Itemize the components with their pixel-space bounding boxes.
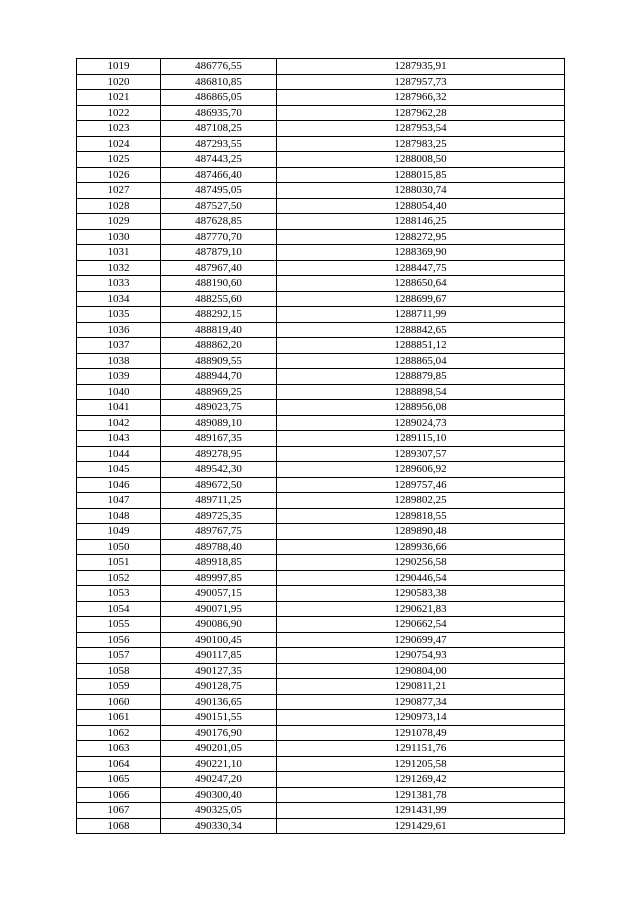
table-row: [77, 508, 565, 524]
y-coordinate-cell: 1287983,25: [277, 136, 565, 152]
x-coordinate-cell: 488969,25: [161, 384, 277, 400]
table-row: [77, 74, 565, 90]
coordinates-table: [76, 58, 565, 834]
x-coordinate-cell: 488190,60: [161, 276, 277, 292]
table-row: [77, 493, 565, 509]
point-number-cell: 1038: [77, 353, 161, 369]
point-number-cell: 1039: [77, 369, 161, 385]
table-row: [77, 601, 565, 617]
table-row: [77, 307, 565, 323]
point-number-cell: 1060: [77, 694, 161, 710]
point-number-cell: 1050: [77, 539, 161, 555]
table-row: [77, 59, 565, 75]
y-coordinate-cell: 1288008,50: [277, 152, 565, 168]
point-number-cell: 1061: [77, 710, 161, 726]
table-row: [77, 291, 565, 307]
y-coordinate-cell: 1291381,78: [277, 787, 565, 803]
x-coordinate-cell: 487770,70: [161, 229, 277, 245]
point-number-cell: 1031: [77, 245, 161, 261]
point-number-cell: 1033: [77, 276, 161, 292]
point-number-cell: 1030: [77, 229, 161, 245]
y-coordinate-cell: 1287935,91: [277, 59, 565, 75]
y-coordinate-cell: 1290973,14: [277, 710, 565, 726]
table-row: [77, 400, 565, 416]
point-number-cell: 1054: [77, 601, 161, 617]
x-coordinate-cell: 488862,20: [161, 338, 277, 354]
table-row: [77, 384, 565, 400]
x-coordinate-cell: 490221,10: [161, 756, 277, 772]
x-coordinate-cell: 487879,10: [161, 245, 277, 261]
point-number-cell: 1055: [77, 617, 161, 633]
x-coordinate-cell: 489711,25: [161, 493, 277, 509]
y-coordinate-cell: 1288369,90: [277, 245, 565, 261]
table-row: [77, 555, 565, 571]
x-coordinate-cell: 489725,35: [161, 508, 277, 524]
point-number-cell: 1046: [77, 477, 161, 493]
x-coordinate-cell: 490330,34: [161, 818, 277, 834]
x-coordinate-cell: 490176,90: [161, 725, 277, 741]
x-coordinate-cell: 490136,65: [161, 694, 277, 710]
table-row: [77, 136, 565, 152]
y-coordinate-cell: 1289818,55: [277, 508, 565, 524]
table-row: [77, 787, 565, 803]
x-coordinate-cell: 487967,40: [161, 260, 277, 276]
point-number-cell: 1029: [77, 214, 161, 230]
y-coordinate-cell: 1288879,85: [277, 369, 565, 385]
x-coordinate-cell: 488819,40: [161, 322, 277, 338]
point-number-cell: 1056: [77, 632, 161, 648]
table-row: [77, 477, 565, 493]
point-number-cell: 1049: [77, 524, 161, 540]
point-number-cell: 1034: [77, 291, 161, 307]
table-row: [77, 663, 565, 679]
y-coordinate-cell: 1288898,54: [277, 384, 565, 400]
table-row: [77, 632, 565, 648]
x-coordinate-cell: 490086,90: [161, 617, 277, 633]
x-coordinate-cell: 488909,55: [161, 353, 277, 369]
y-coordinate-cell: 1290699,47: [277, 632, 565, 648]
point-number-cell: 1053: [77, 586, 161, 602]
x-coordinate-cell: 490201,05: [161, 741, 277, 757]
y-coordinate-cell: 1289115,10: [277, 431, 565, 447]
point-number-cell: 1022: [77, 105, 161, 121]
table-row: [77, 772, 565, 788]
point-number-cell: 1019: [77, 59, 161, 75]
y-coordinate-cell: 1287962,28: [277, 105, 565, 121]
x-coordinate-cell: 490100,45: [161, 632, 277, 648]
x-coordinate-cell: 487628,85: [161, 214, 277, 230]
x-coordinate-cell: 489089,10: [161, 415, 277, 431]
y-coordinate-cell: 1290621,83: [277, 601, 565, 617]
table-row: [77, 741, 565, 757]
point-number-cell: 1024: [77, 136, 161, 152]
x-coordinate-cell: 486935,70: [161, 105, 277, 121]
y-coordinate-cell: 1287957,73: [277, 74, 565, 90]
point-number-cell: 1058: [77, 663, 161, 679]
table-row: [77, 756, 565, 772]
table-row: [77, 152, 565, 168]
x-coordinate-cell: 490057,15: [161, 586, 277, 602]
table-row: [77, 446, 565, 462]
point-number-cell: 1059: [77, 679, 161, 695]
point-number-cell: 1021: [77, 90, 161, 106]
y-coordinate-cell: 1289757,46: [277, 477, 565, 493]
y-coordinate-cell: 1288842,65: [277, 322, 565, 338]
x-coordinate-cell: 490151,55: [161, 710, 277, 726]
x-coordinate-cell: 486865,05: [161, 90, 277, 106]
y-coordinate-cell: 1287953,54: [277, 121, 565, 137]
y-coordinate-cell: 1288146,25: [277, 214, 565, 230]
point-number-cell: 1026: [77, 167, 161, 183]
point-number-cell: 1028: [77, 198, 161, 214]
y-coordinate-cell: 1290811,21: [277, 679, 565, 695]
table-row: [77, 260, 565, 276]
point-number-cell: 1047: [77, 493, 161, 509]
x-coordinate-cell: 487527,50: [161, 198, 277, 214]
table-row: [77, 524, 565, 540]
y-coordinate-cell: 1288015,85: [277, 167, 565, 183]
point-number-cell: 1025: [77, 152, 161, 168]
point-number-cell: 1037: [77, 338, 161, 354]
y-coordinate-cell: 1289802,25: [277, 493, 565, 509]
x-coordinate-cell: 489542,30: [161, 462, 277, 478]
point-number-cell: 1051: [77, 555, 161, 571]
table-row: [77, 105, 565, 121]
table-row: [77, 245, 565, 261]
table-row: [77, 229, 565, 245]
table-row: [77, 276, 565, 292]
x-coordinate-cell: 489767,75: [161, 524, 277, 540]
y-coordinate-cell: 1289024,73: [277, 415, 565, 431]
coordinates-table-body: [77, 59, 565, 834]
x-coordinate-cell: 490071,95: [161, 601, 277, 617]
y-coordinate-cell: 1291205,58: [277, 756, 565, 772]
y-coordinate-cell: 1291431,99: [277, 803, 565, 819]
table-row: [77, 198, 565, 214]
point-number-cell: 1065: [77, 772, 161, 788]
point-number-cell: 1064: [77, 756, 161, 772]
y-coordinate-cell: 1287966,32: [277, 90, 565, 106]
x-coordinate-cell: 488292,15: [161, 307, 277, 323]
table-row: [77, 679, 565, 695]
table-row: [77, 167, 565, 183]
y-coordinate-cell: 1291269,42: [277, 772, 565, 788]
x-coordinate-cell: 489278,95: [161, 446, 277, 462]
table-row: [77, 214, 565, 230]
y-coordinate-cell: 1288865,04: [277, 353, 565, 369]
table-row: [77, 617, 565, 633]
x-coordinate-cell: 487495,05: [161, 183, 277, 199]
point-number-cell: 1023: [77, 121, 161, 137]
point-number-cell: 1043: [77, 431, 161, 447]
table-row: [77, 338, 565, 354]
y-coordinate-cell: 1291078,49: [277, 725, 565, 741]
y-coordinate-cell: 1288851,12: [277, 338, 565, 354]
point-number-cell: 1035: [77, 307, 161, 323]
x-coordinate-cell: 486776,55: [161, 59, 277, 75]
table-row: [77, 369, 565, 385]
table-row: [77, 183, 565, 199]
x-coordinate-cell: 490117,85: [161, 648, 277, 664]
y-coordinate-cell: 1290256,58: [277, 555, 565, 571]
table-row: [77, 648, 565, 664]
table-row: [77, 121, 565, 137]
point-number-cell: 1032: [77, 260, 161, 276]
y-coordinate-cell: 1290583,38: [277, 586, 565, 602]
y-coordinate-cell: 1289307,57: [277, 446, 565, 462]
y-coordinate-cell: 1289606,92: [277, 462, 565, 478]
x-coordinate-cell: 487108,25: [161, 121, 277, 137]
point-number-cell: 1042: [77, 415, 161, 431]
table-row: [77, 710, 565, 726]
y-coordinate-cell: 1289890,48: [277, 524, 565, 540]
y-coordinate-cell: 1288650,64: [277, 276, 565, 292]
point-number-cell: 1041: [77, 400, 161, 416]
y-coordinate-cell: 1288030,74: [277, 183, 565, 199]
table-row: [77, 539, 565, 555]
y-coordinate-cell: 1288054,40: [277, 198, 565, 214]
table-row: [77, 431, 565, 447]
point-number-cell: 1052: [77, 570, 161, 586]
x-coordinate-cell: 489997,85: [161, 570, 277, 586]
x-coordinate-cell: 488255,60: [161, 291, 277, 307]
y-coordinate-cell: 1290804,00: [277, 663, 565, 679]
x-coordinate-cell: 487466,40: [161, 167, 277, 183]
table-row: [77, 803, 565, 819]
point-number-cell: 1048: [77, 508, 161, 524]
point-number-cell: 1067: [77, 803, 161, 819]
x-coordinate-cell: 490127,35: [161, 663, 277, 679]
y-coordinate-cell: 1290446,54: [277, 570, 565, 586]
x-coordinate-cell: 490247,20: [161, 772, 277, 788]
table-row: [77, 570, 565, 586]
x-coordinate-cell: 489023,75: [161, 400, 277, 416]
x-coordinate-cell: 489788,40: [161, 539, 277, 555]
x-coordinate-cell: 490325,05: [161, 803, 277, 819]
x-coordinate-cell: 487443,25: [161, 152, 277, 168]
table-row: [77, 725, 565, 741]
point-number-cell: 1063: [77, 741, 161, 757]
point-number-cell: 1066: [77, 787, 161, 803]
point-number-cell: 1045: [77, 462, 161, 478]
table-row: [77, 462, 565, 478]
point-number-cell: 1057: [77, 648, 161, 664]
point-number-cell: 1068: [77, 818, 161, 834]
x-coordinate-cell: 489918,85: [161, 555, 277, 571]
table-row: [77, 818, 565, 834]
point-number-cell: 1044: [77, 446, 161, 462]
x-coordinate-cell: 489167,35: [161, 431, 277, 447]
y-coordinate-cell: 1288699,67: [277, 291, 565, 307]
x-coordinate-cell: 490128,75: [161, 679, 277, 695]
table-row: [77, 90, 565, 106]
table-row: [77, 322, 565, 338]
x-coordinate-cell: 486810,85: [161, 74, 277, 90]
point-number-cell: 1062: [77, 725, 161, 741]
y-coordinate-cell: 1288272,95: [277, 229, 565, 245]
y-coordinate-cell: 1291429,61: [277, 818, 565, 834]
x-coordinate-cell: 489672,50: [161, 477, 277, 493]
table-row: [77, 586, 565, 602]
point-number-cell: 1036: [77, 322, 161, 338]
y-coordinate-cell: 1289936,66: [277, 539, 565, 555]
x-coordinate-cell: 490300,40: [161, 787, 277, 803]
x-coordinate-cell: 487293,55: [161, 136, 277, 152]
y-coordinate-cell: 1290662,54: [277, 617, 565, 633]
table-row: [77, 694, 565, 710]
table-row: [77, 353, 565, 369]
y-coordinate-cell: 1288447,75: [277, 260, 565, 276]
point-number-cell: 1027: [77, 183, 161, 199]
x-coordinate-cell: 488944,70: [161, 369, 277, 385]
y-coordinate-cell: 1288711,99: [277, 307, 565, 323]
y-coordinate-cell: 1290877,34: [277, 694, 565, 710]
point-number-cell: 1040: [77, 384, 161, 400]
y-coordinate-cell: 1290754,93: [277, 648, 565, 664]
table-row: [77, 415, 565, 431]
point-number-cell: 1020: [77, 74, 161, 90]
y-coordinate-cell: 1288956,08: [277, 400, 565, 416]
y-coordinate-cell: 1291151,76: [277, 741, 565, 757]
